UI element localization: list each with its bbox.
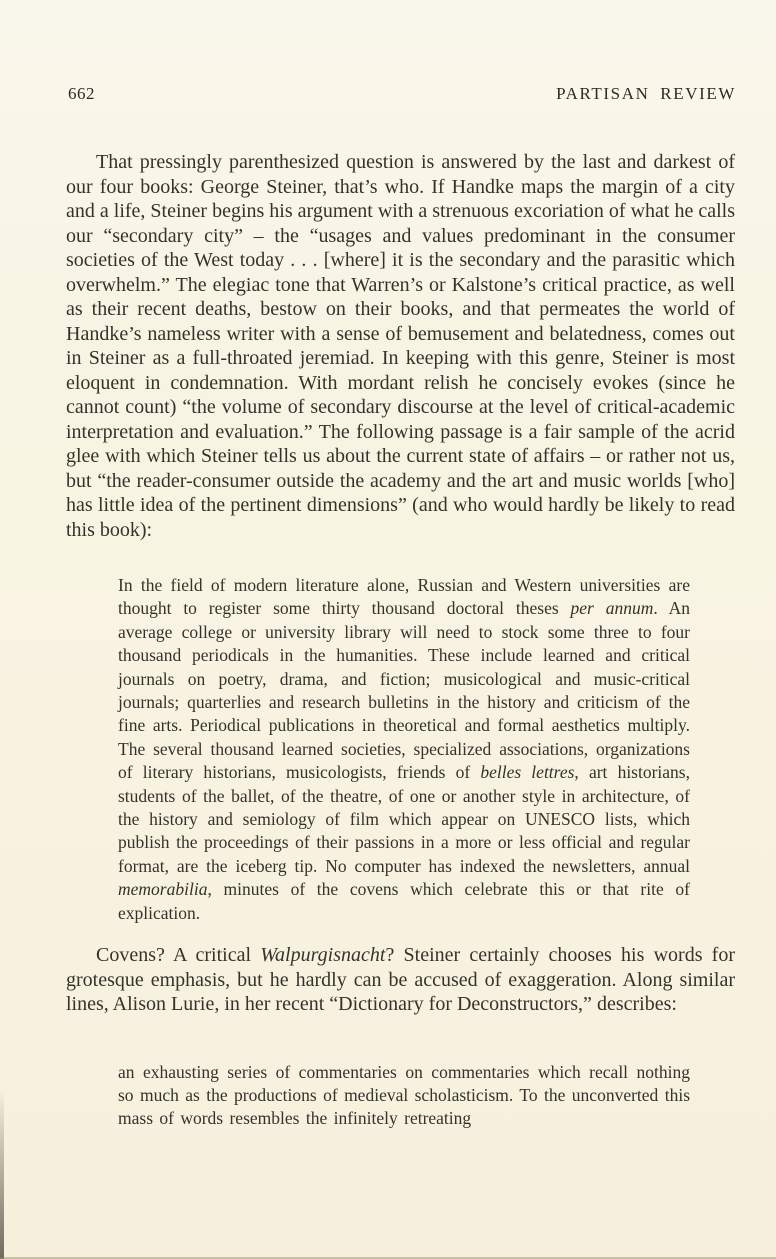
text-run: , art historians, students of the ballet, of the theatre, of one or another style in architecture, of the history and semiology of film which appear on UNESCO lists, which publish the proceedings of their passions in a more or less official and regular format, are the iceberg tip. No computer has indexed the newsletters, annual (118, 762, 690, 876)
text-run: Covens? A critical (96, 944, 261, 967)
text-run: an exhausting series of commentaries on commentaries which recall nothing so much as the productions of medieval scholasticism. To the unconverted this mass of words resembles the infinitely retreating (118, 1061, 690, 1129)
italic-text-run: belles lettres (480, 762, 575, 783)
text-run: That pressingly parenthesized question is answered by the last and darkest of our four books: George Steiner, that’s who. If Handke maps the margin of a city and a life, Steiner begins his argument with a strenuous excoriation of what he calls our “secondary city” – the “usages and values predominant in the consumer societies of the West today . . . [where] it is the secondary and the parasitic which overwhelm.” The elegiac tone that Warren’s or Kalstone’s critical practice, as well as their recent deaths, bestow on their books, and that permeates the world of Handke’s nameless writer with a sense of bemusement and belatedness, comes out in Steiner as a full-throated jeremiad. In keeping with this genre, Steiner is most eloquent in condemnation. With mordant relish he concisely evokes (since he cannot count) “the volume of secondary discourse at the level of critical-academic interpretation and evaluation.” The following passage is a fair sample of the acrid glee with which Steiner tells us about the current state of affairs – or rather not us, but “the reader-consumer outside the academy and the art and music worlds [who] has little idea of the pertinent dimensions” (and who would hardly be likely to read this book): (66, 151, 735, 541)
journal-title: PARTISAN REVIEW (556, 84, 736, 103)
page-number: 662 (68, 84, 95, 103)
text-run: , minutes of the covens which celebrate this or that rite of explication. (118, 879, 690, 923)
block-quote (118, 574, 690, 925)
italic-text-run: per annum (570, 598, 654, 619)
body-paragraph (66, 150, 735, 542)
body-paragraph (66, 943, 735, 1017)
running-header (0, 0, 776, 104)
scan-edge-shadow (0, 1089, 4, 1259)
text-run: . An average college or university library will need to stock some three to four thousand periodicals in the humanities. These include learned and critical journals on poetry, drama, and fiction; musicological and music-critical journals; quarterlies and research bulletins in the history and criticism of the fine arts. Periodical publications in theoretical and formal aesthetics multiply. The several thousand learned societies, specialized associations, organizations of literary historians, musicologists, friends of (118, 598, 690, 783)
text-run: ? Steiner certainly chooses his words for grotesque emphasis, but he hardly can be accused of exaggeration. Along similar lines, Alison Lurie, in her recent “Dictionary for Deconstructors,” describes: (66, 944, 735, 1016)
block-quote (118, 1061, 690, 1131)
italic-text-run: memorabilia (118, 879, 208, 900)
italic-text-run: Walpurgisnacht (260, 944, 386, 967)
page-body (66, 150, 735, 1131)
text-run: In the field of modern literature alone, Russian and Western universities are thought to register some thirty thousand doctoral theses (118, 575, 690, 619)
